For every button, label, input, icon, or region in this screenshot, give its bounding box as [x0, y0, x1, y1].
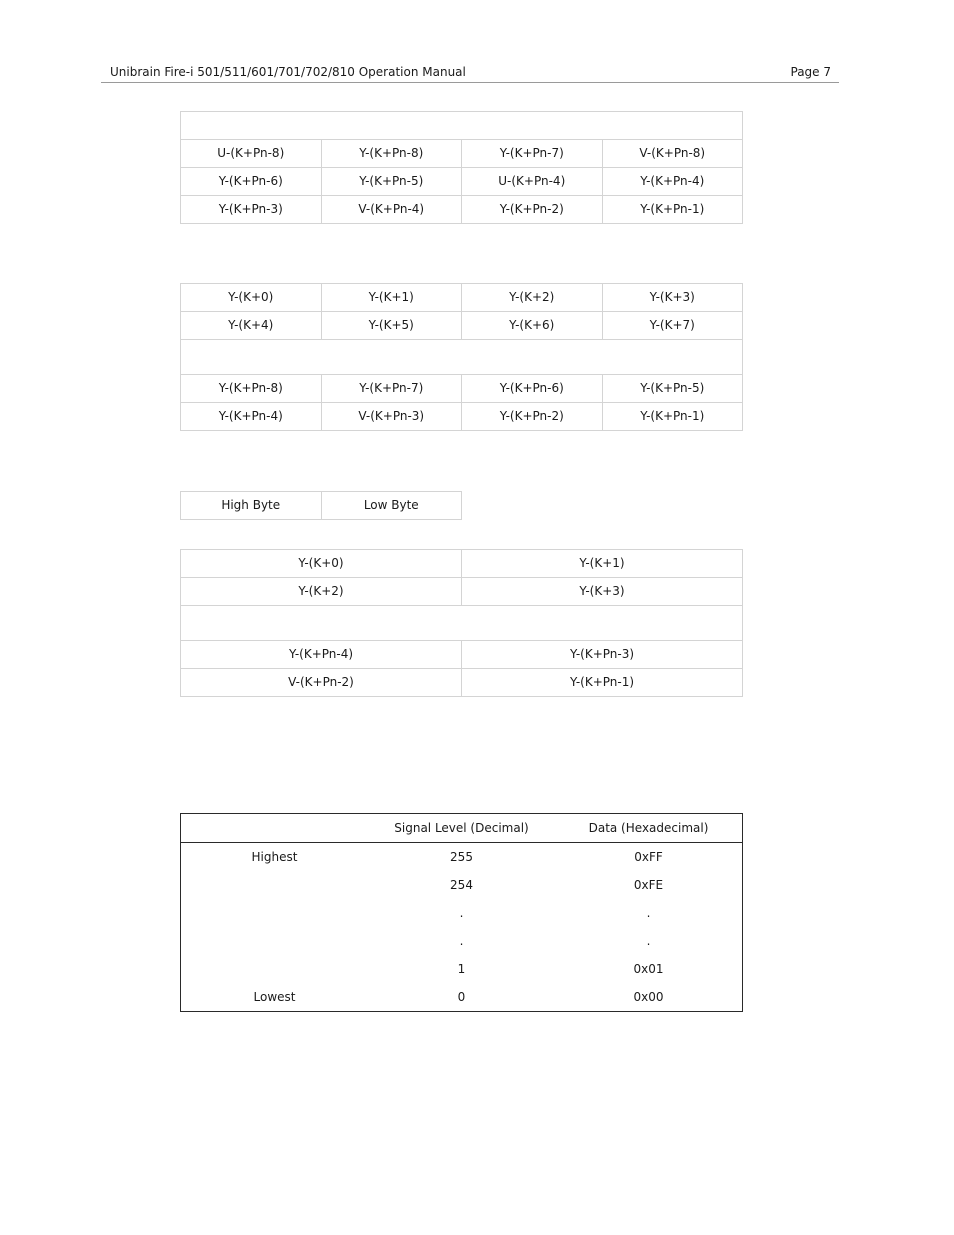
table-row — [181, 899, 742, 927]
decimal-value: 1 — [457, 962, 466, 976]
manual-title: Unibrain Fire-i 501/511/601/701/702/810 Operation Manual — [110, 65, 466, 79]
table-cell-blank — [181, 112, 743, 140]
header-cell-signal-level: Signal Level (Decimal) — [394, 821, 529, 835]
table-cell: Y-(K+Pn-5) — [321, 168, 462, 196]
decimal-value: 0 — [457, 990, 466, 1004]
table-cell: Y-(K+Pn-2) — [462, 196, 603, 224]
table-cell: Y-(K+Pn-4) — [181, 403, 322, 431]
table-cell: Y-(K+5) — [321, 312, 462, 340]
table-cell: V-(K+Pn-8) — [602, 140, 743, 168]
y-mono8-packet-table — [180, 283, 743, 431]
low-byte-cell: Low Byte — [321, 492, 462, 520]
table-cell: Y-(K+Pn-4) — [181, 641, 462, 669]
table-cell: Y-(K+Pn-8) — [181, 375, 322, 403]
table-cell: Y-(K+0) — [181, 284, 322, 312]
table-cell: Y-(K+Pn-1) — [602, 196, 743, 224]
signal-level-table — [180, 813, 743, 1012]
table-row — [181, 578, 743, 606]
table-row — [181, 871, 742, 899]
table-row — [181, 403, 743, 431]
hex-value: 0xFF — [634, 850, 663, 864]
table-row-blank — [181, 112, 743, 140]
table-cell: Y-(K+Pn-6) — [181, 168, 322, 196]
table-cell: V-(K+Pn-3) — [321, 403, 462, 431]
hex-value: . — [646, 934, 651, 948]
hex-value: 0xFE — [633, 878, 664, 892]
decimal-value: . — [459, 906, 464, 920]
table-row — [181, 550, 743, 578]
table-cell: Y-(K+Pn-2) — [462, 403, 603, 431]
decimal-value: 254 — [450, 878, 473, 892]
table-cell: Y-(K+3) — [462, 578, 743, 606]
hex-value: 0x00 — [633, 990, 664, 1004]
table-cell: Y-(K+Pn-7) — [462, 140, 603, 168]
table-row-blank — [181, 606, 743, 641]
table-cell: Y-(K+2) — [462, 284, 603, 312]
table-row — [181, 312, 743, 340]
byte-order-table — [180, 491, 462, 520]
table-row — [181, 284, 743, 312]
high-byte-cell: High Byte — [181, 492, 322, 520]
table-cell: Y-(K+Pn-1) — [462, 669, 743, 697]
table-row — [181, 843, 742, 871]
table-cell-blank — [181, 340, 743, 375]
table-cell: Y-(K+1) — [321, 284, 462, 312]
table-cell: Y-(K+Pn-7) — [321, 375, 462, 403]
yuv411-packet-table-end — [180, 111, 743, 224]
table-cell: Y-(K+Pn-6) — [462, 375, 603, 403]
y-mono16-packet-table — [180, 549, 743, 697]
level-label: Highest — [251, 850, 298, 864]
table-cell: Y-(K+Pn-8) — [321, 140, 462, 168]
table-cell: Y-(K+Pn-4) — [602, 168, 743, 196]
table-header-row — [181, 814, 742, 843]
table-cell: U-(K+Pn-4) — [462, 168, 603, 196]
table-row — [181, 196, 743, 224]
table-row — [181, 927, 742, 955]
table-cell: Y-(K+6) — [462, 312, 603, 340]
table-row — [181, 641, 743, 669]
table-cell: V-(K+Pn-4) — [321, 196, 462, 224]
level-label: Lowest — [253, 990, 296, 1004]
table-row — [181, 955, 742, 983]
table-row — [181, 168, 743, 196]
table-row-blank — [181, 340, 743, 375]
table-cell: Y-(K+0) — [181, 550, 462, 578]
header-cell-data-hex: Data (Hexadecimal) — [588, 821, 709, 835]
table-cell: V-(K+Pn-2) — [181, 669, 462, 697]
table-cell: Y-(K+3) — [602, 284, 743, 312]
hex-value: . — [646, 906, 651, 920]
table-cell: Y-(K+2) — [181, 578, 462, 606]
table-row — [181, 140, 743, 168]
hex-value: 0x01 — [633, 962, 664, 976]
table-cell: Y-(K+7) — [602, 312, 743, 340]
table-cell-blank — [181, 606, 743, 641]
decimal-value: 255 — [450, 850, 473, 864]
decimal-value: . — [459, 934, 464, 948]
table-row — [181, 669, 743, 697]
page-number: Page 7 — [790, 65, 831, 79]
table-row — [181, 375, 743, 403]
table-cell: U-(K+Pn-8) — [181, 140, 322, 168]
table-row — [181, 492, 462, 520]
table-cell: Y-(K+Pn-5) — [602, 375, 743, 403]
table-row — [181, 983, 742, 1011]
table-cell: Y-(K+Pn-3) — [181, 196, 322, 224]
page-header — [101, 63, 839, 83]
table-cell: Y-(K+4) — [181, 312, 322, 340]
table-cell: Y-(K+Pn-1) — [602, 403, 743, 431]
table-cell: Y-(K+Pn-3) — [462, 641, 743, 669]
table-cell: Y-(K+1) — [462, 550, 743, 578]
